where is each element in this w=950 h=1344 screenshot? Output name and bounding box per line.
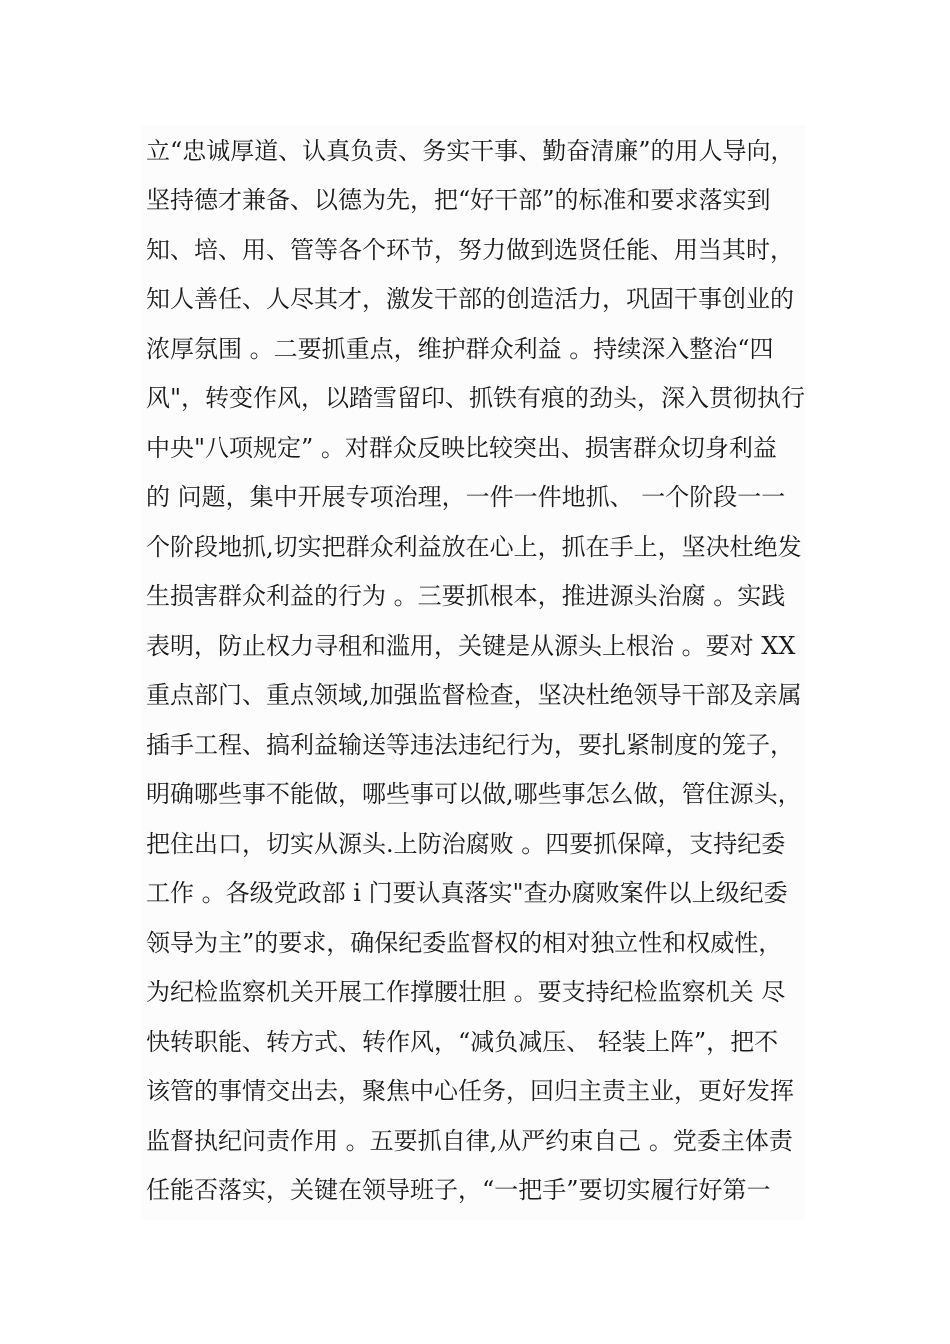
text-line: 监督执纪问责作用 。五要抓自律,从严约束自己 。党委主体责 [146,1127,793,1155]
text-line: 知人善任、人尽其才，激发干部的创造活力，巩固干事创业的 [146,285,794,313]
text-line: 该管的事情交出去，聚焦中心任务，回归主责主业，更好发挥 [146,1077,794,1105]
text-line: 明确哪些事不能做，哪些事可以做,哪些事怎么做，管住源头， [146,780,802,808]
text-line: 把住出口，切实从源头.上防治腐败 。四要抓保障，支持纪委 [146,830,786,858]
text-line: 重点部门、重点领域,加强监督检查，坚决杜绝领导干部及亲属 [146,681,802,709]
text-line: 插手工程、搞利益输送等违法违纪行为，要扎紧制度的笼子， [146,731,794,759]
text-line: 风"，转变作风，以踏雪留印、抓铁有痕的劲头，深入贯彻执行 [146,384,806,412]
text-line: 快转职能、转方式、转作风，“减负减压、 轻装上阵”，把不 [146,1028,779,1056]
text-line: 立“忠诚厚道、认真负责、务实干事、勤奋清廉”的用人导向， [146,137,795,165]
text-line: 领导为主”的要求，确保纪委监督权的相对独立性和权威性， [146,929,783,957]
text-line: 任能否落实，关键在领导班子，“一把手”要切实履行好第一 [146,1176,771,1204]
text-line: 工作 。各级党政部 i 门要认真落实"查办腐败案件以上级纪委 [146,879,788,907]
text-line: 为纪检监察机关开展工作撑腰壮胆 。要支持纪检监察机关 尽 [146,978,786,1006]
text-line: 表明，防止权力寻租和滥用，关键是从源头上根治 。要对 XX [146,632,796,660]
text-line: 坚持德才兼备、以德为先，把“好干部”的标准和要求落实到 [146,186,771,214]
text-line: 的 问题，集中开展专项治理，一件一件地抓、 一个阶段一一 [146,483,786,511]
text-line: 浓厚氛围 。二要抓重点，维护群众利益 。持续深入整治“四 [146,335,774,363]
text-line: 生损害群众利益的行为 。三要抓根本，推进源头治腐 。实践 [146,582,786,610]
text-line: 中央"八项规定” 。对群众反映比较突出、损害群众切身利益 [146,434,777,462]
text-line: 个阶段地抓,切实把群众利益放在心上，抓在手上，坚决杜绝发 [146,533,802,561]
text-line: 知、培、用、管等各个环节，努力做到选贤任能、用当其时， [146,236,794,264]
